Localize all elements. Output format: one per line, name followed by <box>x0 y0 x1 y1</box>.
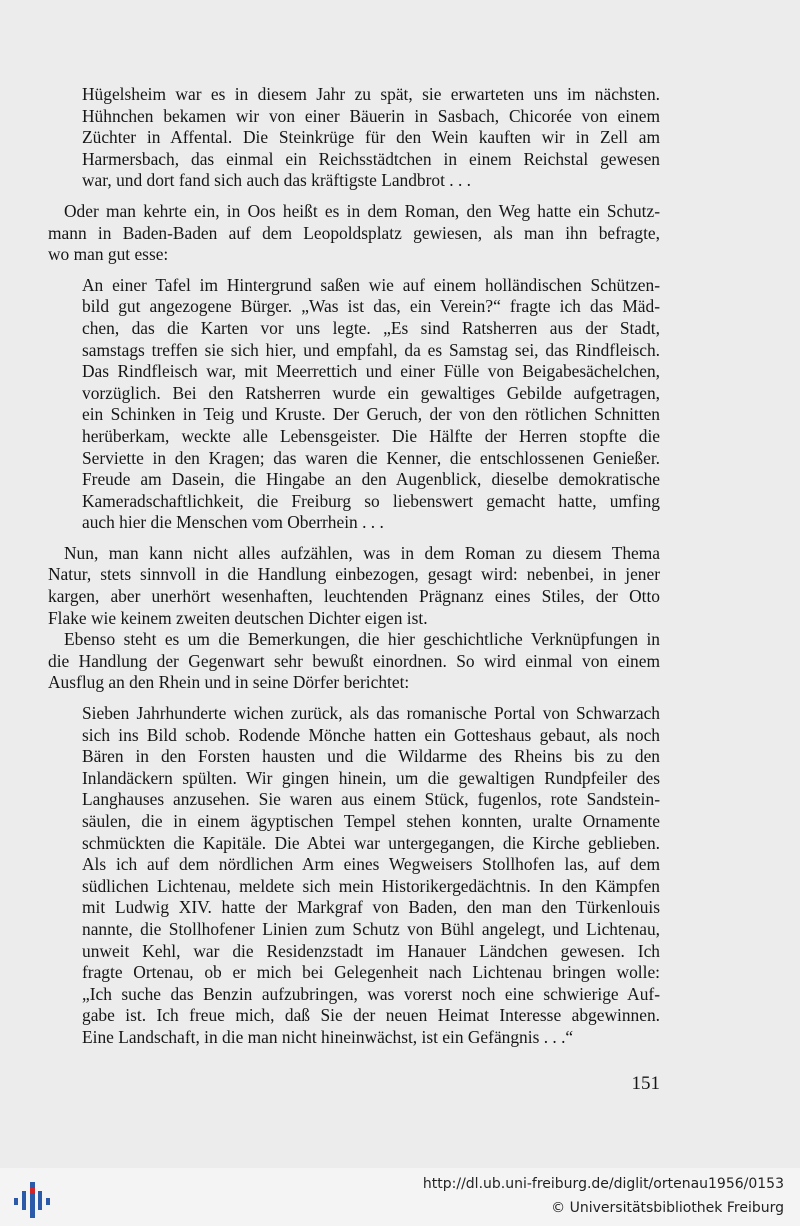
block-quote <box>48 275 660 534</box>
text-line: schmückten die Kapitäle. Die Abtei war untergegangen, die Kirche geblieben. <box>82 832 660 853</box>
text-line: wo man gut esse: <box>48 244 169 265</box>
text-line: Als ich auf dem nördlichen Arm eines Wegweisers Stollhofen las, auf dem <box>82 854 660 875</box>
text-line: sich ins Bild schob. Rodende Mönche hatten ein Gotteshaus gebaut, als noch <box>82 724 660 745</box>
text-line: samstags treffen sie sich hier, und empfahl, da es Samstag sei, das Rindfleisch. <box>82 339 660 360</box>
text-line: herüberkam, weckte alle Lebensgeister. Die Hälfte der Herren stopfte die <box>82 425 660 446</box>
text-line: Hühnchen bekamen wir von einer Bäuerin in Sasbach, Chicorée von einem <box>82 105 660 126</box>
text-line: Eine Landschaft, in die man nicht hineinwächst, ist ein Gefängnis . . .“ <box>82 1026 574 1047</box>
copyright-notice: © Universitätsbibliothek Freiburg <box>551 1200 784 1216</box>
text-line: Bären in den Forsten hausten und die Wildarme des Rheins bis zu den <box>82 746 660 767</box>
block-quote <box>48 84 660 192</box>
page-text <box>48 84 660 1049</box>
text-line: bild gut angezogene Bürger. „Was ist das, ein Verein?“ fragte ich das Mäd- <box>82 296 660 317</box>
text-line: Hügelsheim war es in diesem Jahr zu spät, sie erwarteten uns im nächsten. <box>82 84 660 104</box>
text-line: Freude am Dasein, die Hingabe an den Augenblick, dieselbe demokratische <box>82 469 660 490</box>
body-paragraph <box>48 201 660 266</box>
text-line: Kameradschaftlichkeit, die Freiburg so liebenswert gemacht hatte, umfing <box>82 490 660 511</box>
footer-bar <box>0 1168 800 1226</box>
text-line: Harmersbach, das einmal ein Reichsstädtchen in einem Reichstal gewesen <box>82 148 660 169</box>
text-line: Nun, man kann nicht alles aufzählen, was in dem Roman zu diesem Thema <box>64 542 660 563</box>
text-line: Ebenso steht es um die Bemerkungen, die hier geschichtliche Verknüpfungen in <box>64 629 660 650</box>
text-line: Das Rindfleisch war, mit Meerrettich und einer Fülle von Beigabesächelchen, <box>82 361 660 382</box>
text-line: Serviette in den Kragen; das waren die Kenner, die entschlossenen Genießer. <box>82 447 660 468</box>
text-line: Inlandäckern spülten. Wir gingen hinein, um die gewaltigen Rundpfeiler des <box>82 767 660 788</box>
text-line: Züchter in Affental. Die Steinkrüge für den Wein kauften wir in Zell am <box>82 127 660 148</box>
text-line: südlichen Lichtenau, meldete sich mein Historikergedächtnis. In den Kämpfen <box>82 875 660 896</box>
text-line: Natur, stets sinnvoll in die Handlung einbezogen, gesagt wird: nebenbei, in jener <box>48 564 660 585</box>
text-line: „Ich suche das Benzin aufzubringen, was vorerst noch eine schwierige Auf- <box>82 983 660 1004</box>
text-line: unweit Kehl, war die Residenzstadt im Hanauer Ländchen gewesen. Ich <box>82 940 660 961</box>
text-line: Flake wie keinem zweiten deutschen Dichter eigen ist. <box>48 607 428 628</box>
text-line: Sieben Jahrhunderte wichen zurück, als das romanische Portal von Schwarzach <box>82 703 660 724</box>
block-quote <box>48 703 660 1049</box>
text-line: nannte, die Stollhofener Linien zum Schutz von Bühl angelegt, und Lichtenau, <box>82 918 660 939</box>
text-line: war, und dort fand sich auch das kräftigste Landbrot . . . <box>82 170 472 191</box>
text-line: kargen, aber unerhört wesenhaften, leuchtenden Prägnanz eines Stiles, der Otto <box>48 586 660 607</box>
text-line: An einer Tafel im Hintergrund saßen wie auf einem holländischen Schützen- <box>82 274 660 295</box>
text-line: chen, das die Karten vor uns legte. „Es sind Ratsherren aus der Stadt, <box>82 317 660 338</box>
text-line: ein Schinken in Teig und Kruste. Der Geruch, der von den rötlichen Schnitten <box>82 404 660 425</box>
text-line: gabe ist. Ich freue mich, daß Sie der neuen Heimat Interesse abgewinnen. <box>82 1005 660 1026</box>
text-line: die Handlung der Gegenwart sehr bewußt einordnen. So wird einmal von einem <box>48 650 660 671</box>
text-line: Oder man kehrte ein, in Oos heißt es in dem Roman, den Weg hatte ein Schutz- <box>64 200 660 221</box>
body-paragraph <box>48 629 660 694</box>
text-line: Ausflug an den Rhein und in seine Dörfer berichtet: <box>48 672 410 693</box>
text-line: auch hier die Menschen vom Oberrhein . . . <box>82 512 384 533</box>
text-line: mit Ludwig XIV. hatte der Markgraf von Baden, den man den Türkenlouis <box>82 897 660 918</box>
source-url-link[interactable]: http://dl.ub.uni-freiburg.de/diglit/ortenau1956/0153 <box>422 1176 784 1192</box>
text-line: mann in Baden-Baden auf dem Leopoldsplatz gewiesen, als man ihn befragte, <box>48 222 660 243</box>
body-paragraph <box>48 543 660 629</box>
text-line: säulen, die in einem ägyptischen Tempel stehen konnten, uralte Ornamente <box>82 811 660 831</box>
text-line: vorzüglich. Bei den Ratsherren wurde ein gewaltiges Gebilde aufgetragen, <box>82 382 660 403</box>
library-logo-icon <box>8 1178 52 1220</box>
text-line: Langhauses anzusehen. Sie waren aus einem Stück, fugenlos, rote Sandstein- <box>82 789 660 810</box>
text-line: fragte Ortenau, ob er mich bei Gelegenheit nach Lichtenau bringen wolle: <box>82 962 660 983</box>
page-number: 151 <box>631 1073 660 1094</box>
